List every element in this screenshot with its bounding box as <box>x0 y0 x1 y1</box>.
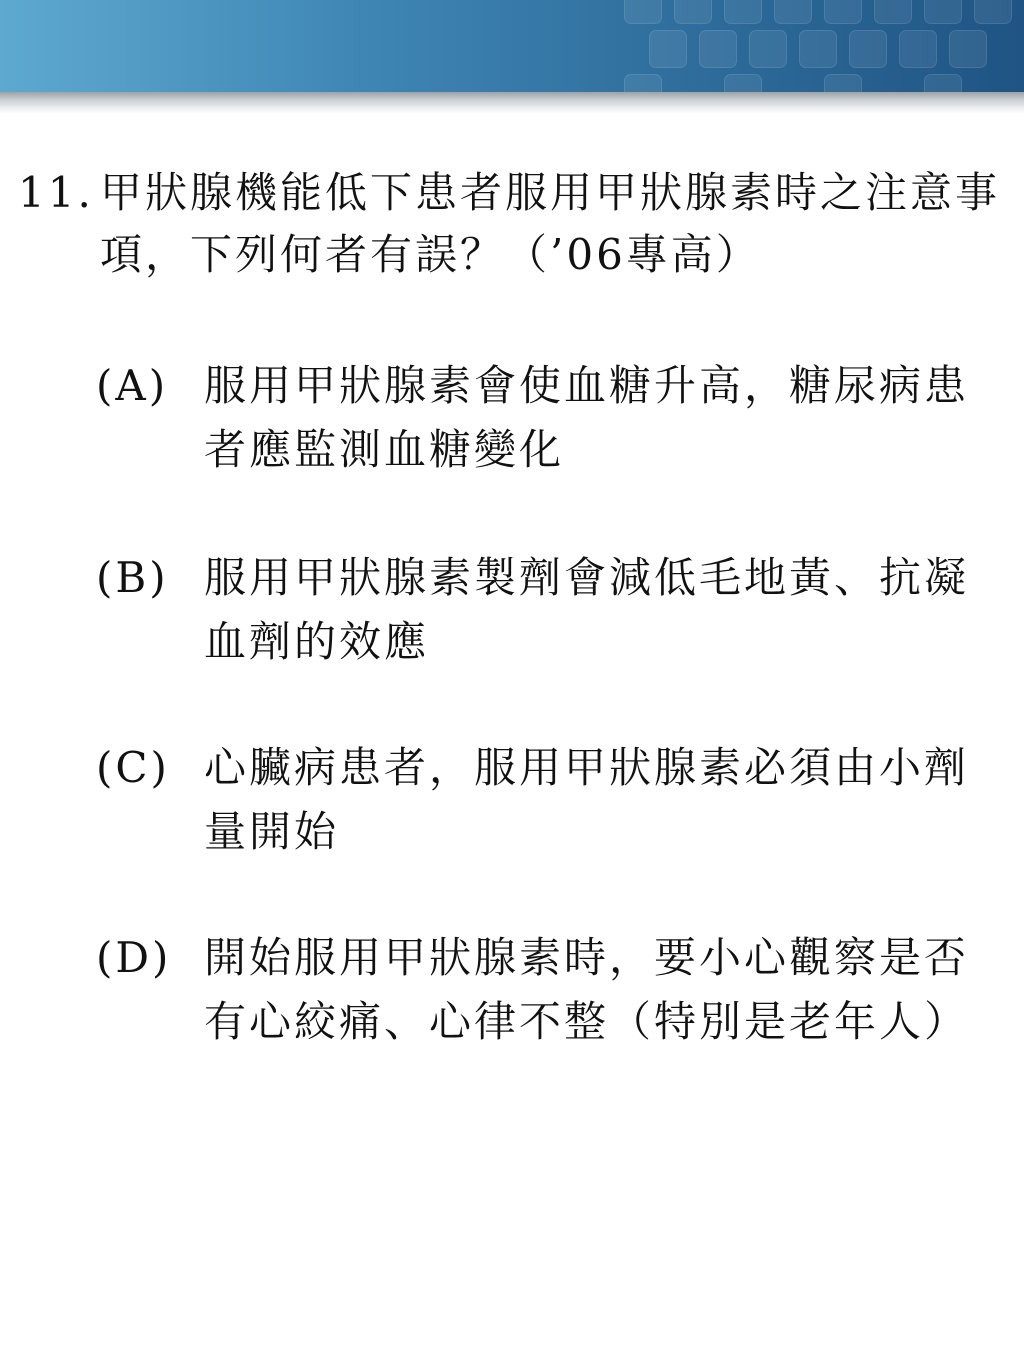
option-c-label: (C) <box>96 743 170 792</box>
option-b-label: (B) <box>96 553 169 602</box>
question-number: 11. <box>18 168 94 217</box>
option-d-label: (D) <box>96 933 172 982</box>
header-shadow <box>0 92 1024 114</box>
header-tile-pattern <box>604 0 1024 92</box>
option-b-text: 服用甲狀腺素製劑會減低毛地黃、抗凝血劑的效應 <box>204 553 970 666</box>
question-text: 甲狀腺機能低下患者服用甲狀腺素時之注意事項，下列何者有誤？（’06專高） <box>100 168 1001 279</box>
option-c-text: 心臟病患者，服用甲狀腺素必須由小劑量開始 <box>204 743 970 856</box>
slide-header-bar <box>0 0 1024 92</box>
option-a-text: 服用甲狀腺素會使血糖升高，糖尿病患者應監測血糖變化 <box>204 361 970 474</box>
option-a-label: (A) <box>96 361 169 410</box>
option-d-text: 開始服用甲狀腺素時，要小心觀察是否有心絞痛、心律不整（特別是老年人） <box>204 933 970 1046</box>
